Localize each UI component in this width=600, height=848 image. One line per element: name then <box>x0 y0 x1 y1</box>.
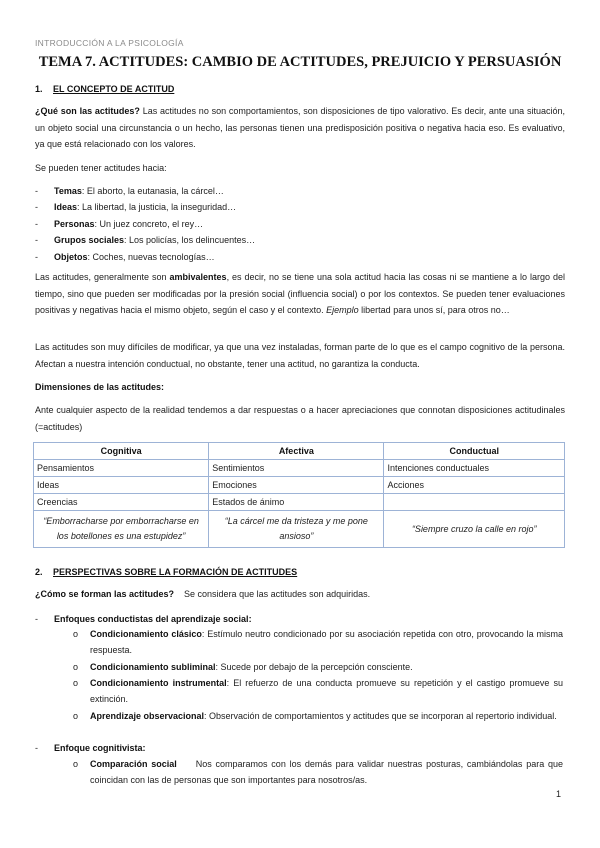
table-cell: Ideas <box>34 477 209 494</box>
sub-item-text: : Observación de comportamientos y actitudes que se incorporan al repertorio individual. <box>204 711 557 721</box>
sub-bullet: o <box>73 678 79 688</box>
table-cell: Sentimientos <box>209 460 384 477</box>
section-title: EL CONCEPTO DE ACTITUD <box>53 84 175 94</box>
list-item-label: Enfoques conductistas del aprendizaje social <box>54 614 249 624</box>
sub-item-label: Comparación social <box>90 759 177 769</box>
list-item-text: : Los policías, los delincuentes… <box>124 235 256 245</box>
paragraph-definition <box>35 103 565 153</box>
sub-bullet: o <box>73 711 79 721</box>
list-item <box>35 184 224 198</box>
sub-list-item <box>73 659 563 675</box>
bullet: - <box>35 235 38 245</box>
column-header-afectiva: Afectiva <box>209 443 384 460</box>
table-cell: Creencias <box>34 494 209 511</box>
question-text: ¿Cómo se forman las actitudes? <box>35 589 175 599</box>
list-item-label: Objetos <box>54 252 88 262</box>
emphasis-term: ambivalentes <box>169 272 227 282</box>
quote-cell: “La cárcel me da tristeza y me pone ansioso” <box>209 511 384 548</box>
sub-list-item <box>73 708 563 724</box>
list-item-colon: : <box>248 614 252 624</box>
sub-list-item <box>73 626 563 658</box>
section-heading-2 <box>35 567 297 577</box>
list-item <box>35 250 215 264</box>
paragraph-text: , es decir, no se tiene una sola actitud hacia las cosas ni se mantiene a lo largo del tiempo, sino que pueden ser modificadas por la presión social (influencia social) o por los contextos. Se pueden tener evaluaciones positivas y negativas hacia el mismo objeto, según el caso y el contexto. <box>35 272 565 315</box>
sub-bullet: o <box>73 662 79 672</box>
paragraph-intro-list: Se pueden tener actitudes hacia: <box>35 163 167 173</box>
section-heading-1 <box>35 84 174 94</box>
column-header-cognitiva: Cognitiva <box>34 443 209 460</box>
paragraph-dimensions: Ante cualquier aspecto de la realidad tendemos a dar respuestas o a hacer apreciaciones que connotan disposiciones actitudinales (=actitudes) <box>35 405 565 432</box>
page-title: TEMA 7. ACTITUDES: CAMBIO DE ACTITUDES, PREJUICIO Y PERSUASIÓN <box>38 54 562 70</box>
section-number: 2. <box>35 567 43 577</box>
list-item-text: : El aborto, la eutanasia, la cárcel… <box>81 186 224 196</box>
table-cell: Acciones <box>384 477 565 494</box>
bullet: - <box>35 614 38 624</box>
section-title: PERSPECTIVAS SOBRE LA FORMACIÓN DE ACTITUDES <box>53 567 298 577</box>
paragraph-ambivalence <box>35 269 565 319</box>
paragraph-text: Se considera que las actitudes son adquiridas. <box>174 589 371 599</box>
table-row <box>34 494 565 511</box>
sub-bullet: o <box>73 629 79 639</box>
list-item-label: Grupos sociales <box>54 235 125 245</box>
table-cell: Estados de ánimo <box>209 494 384 511</box>
table-cell: Intenciones conductuales <box>384 460 565 477</box>
paragraph-modification: Las actitudes son muy difíciles de modificar, ya que una vez instaladas, forman parte de lo que es el campo cognitivo de la persona. Afectan a nuestra intención conductual, no obstante, tener una actitud, no garantiza la conducta. <box>35 342 565 369</box>
sub-item-text: Nos comparamos con los demás para validar nuestras posturas, cambiándolas para que coincidan con las de personas que son importantes para nosotros/as. <box>90 759 566 785</box>
table-cell <box>384 494 565 511</box>
list-item-enfoque-conductista <box>35 612 252 626</box>
list-item-text: : Un juez concreto, el rey… <box>94 219 204 229</box>
list-item-label: Enfoque cognitivista: <box>54 743 146 753</box>
quote-cell: “Siempre cruzo la calle en rojo” <box>384 511 565 548</box>
paragraph-text: libertad para unos sí, para otros no… <box>358 305 510 315</box>
bullet: - <box>35 252 38 262</box>
running-header: INTRODUCCIÓN A LA PSICOLOGÍA <box>35 38 184 48</box>
list-item <box>35 200 236 214</box>
paragraph-text: Las actitudes, generalmente son <box>35 272 170 282</box>
bullet: - <box>35 186 38 196</box>
example-label: Ejemplo <box>326 305 359 315</box>
sub-item-text: : El refuerzo de una conducta promueve su repetición y el castigo promueve su extinción. <box>90 678 563 704</box>
section-number: 1. <box>35 84 43 94</box>
bullet: - <box>35 219 38 229</box>
sub-item-label: Condicionamiento subliminal <box>90 662 216 672</box>
sub-item-text: : Sucede por debajo de la percepción consciente. <box>215 662 413 672</box>
sub-item-label: Condicionamiento clásico <box>90 629 202 639</box>
paragraph-formation <box>35 586 565 603</box>
column-header-conductual: Conductual <box>384 443 565 460</box>
table-row <box>34 460 565 477</box>
sub-list-item <box>73 756 566 788</box>
quote-cell: “Emborracharse por emborracharse en los botellones es una estupidez” <box>34 511 209 548</box>
page-number: 1 <box>556 789 562 799</box>
list-item-label: Personas <box>54 219 95 229</box>
list-item-label: Ideas <box>54 202 78 212</box>
table-header-row <box>34 443 565 460</box>
question-text: ¿Qué son las actitudes? <box>35 106 140 116</box>
sub-item-label: Condicionamiento instrumental <box>90 678 227 688</box>
list-item <box>35 217 203 231</box>
list-item-label: Temas <box>54 186 82 196</box>
list-item-text: : Coches, nuevas tecnologías… <box>87 252 215 262</box>
sub-item-text: : Estímulo neutro condicionado por su asociación repetida con otro, provocando la misma respuesta. <box>90 629 563 655</box>
table-row <box>34 477 565 494</box>
table-row-quotes <box>34 511 565 548</box>
list-item-enfoque-cognitivista <box>35 741 146 755</box>
sub-item-label: Aprendizaje observacional <box>90 711 205 721</box>
list-item-text: : La libertad, la justicia, la inseguridad… <box>77 202 237 212</box>
bullet: - <box>35 202 38 212</box>
dimensions-heading <box>35 379 565 396</box>
dimensions-heading-text: Dimensiones de las actitudes: <box>35 382 165 392</box>
table-cell: Emociones <box>209 477 384 494</box>
sub-bullet: o <box>73 759 79 769</box>
dimensions-table <box>33 442 565 548</box>
paragraph-text: Las actitudes no son comportamientos, son disposiciones de tipo valorativo. Es decir, ante una situación, un objeto social una circunstancia o un hecho, las personas tienen una predisposición positiva o negativa hacia eso. Es evaluativo, ya que está relacionado con los valores. <box>35 106 565 149</box>
sub-list-item <box>73 675 563 707</box>
bullet: - <box>35 743 38 753</box>
list-item <box>35 233 255 247</box>
table-cell: Pensamientos <box>34 460 209 477</box>
